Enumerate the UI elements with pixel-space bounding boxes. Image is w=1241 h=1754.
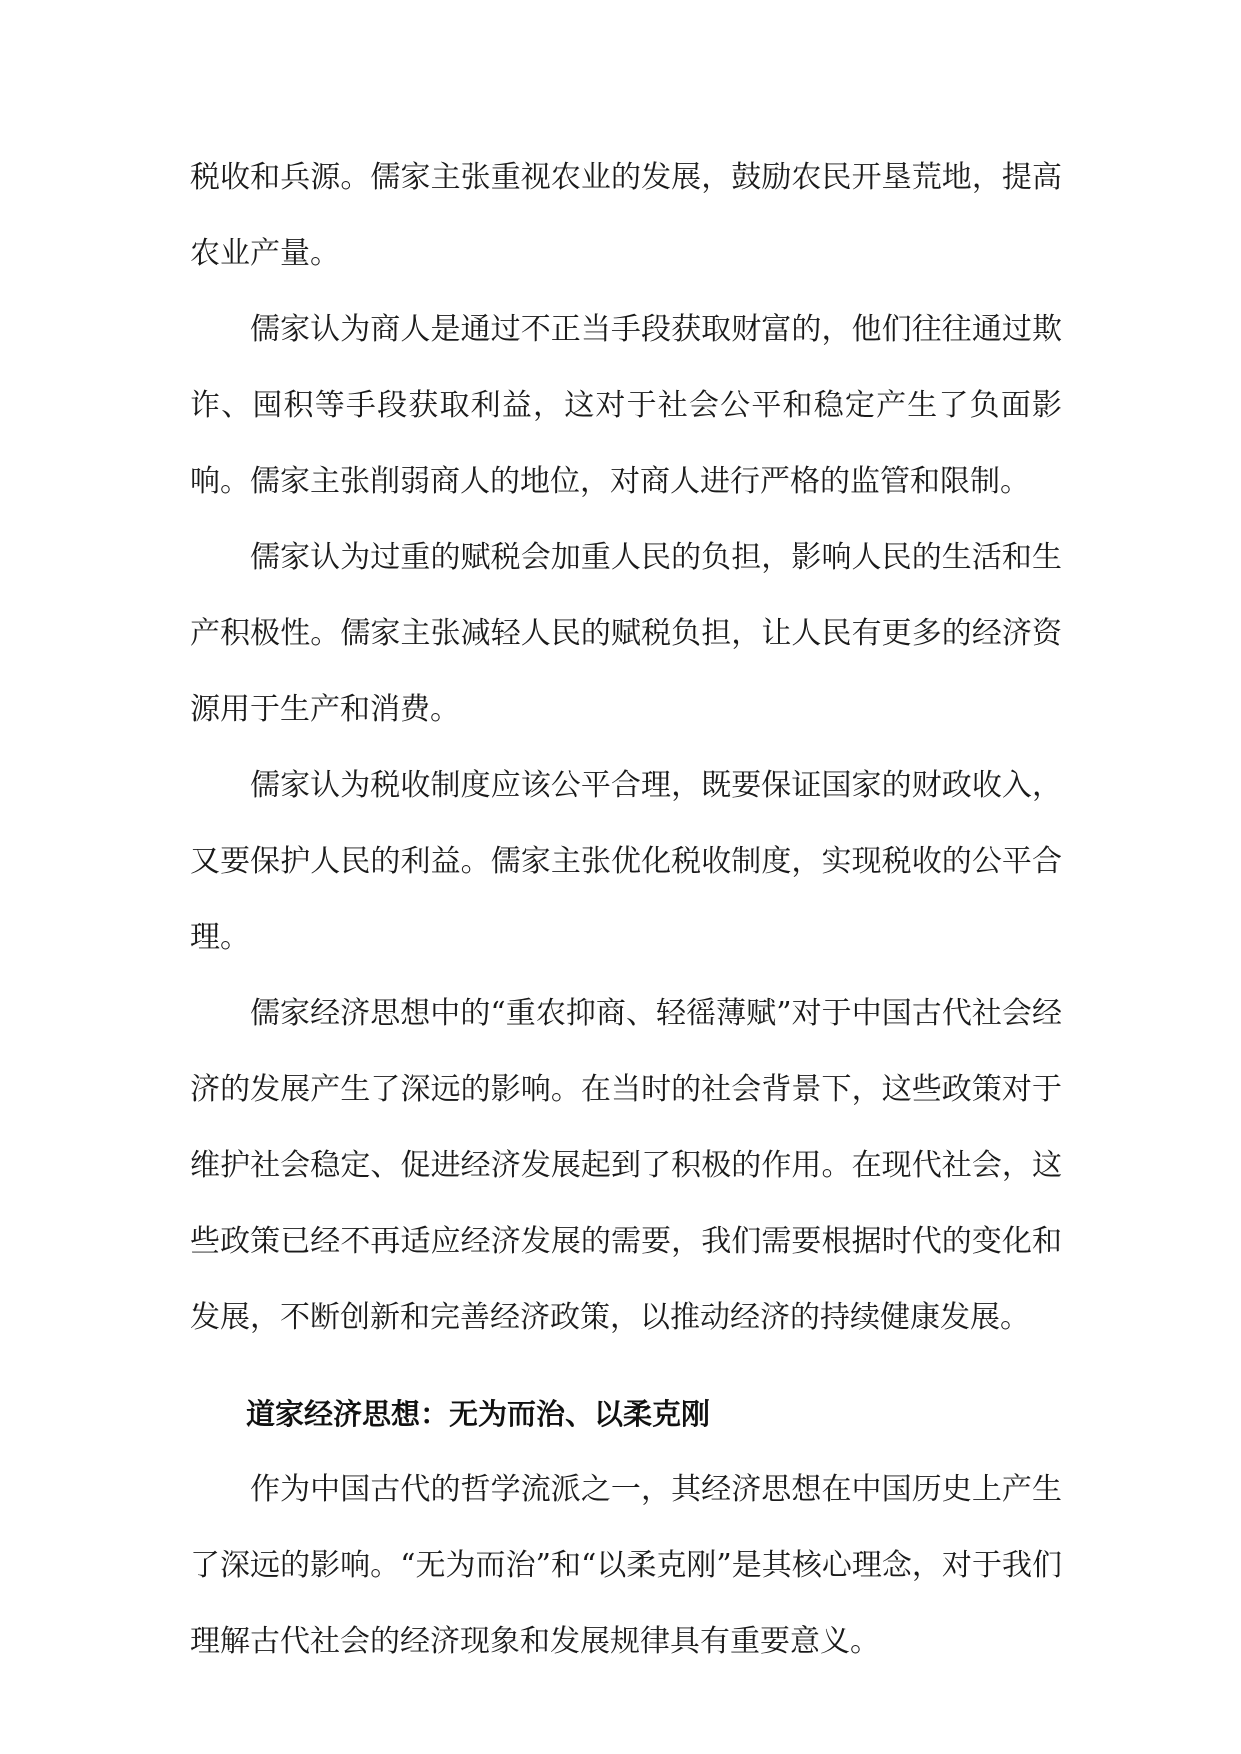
paragraph-influence: 儒家经济思想中的“重农抑商、轻徭薄赋”对于中国古代社会经济的发展产生了深远的影响。在当时的社会背景下，这些政策对于维护社会稳定、促进经济发展起到了积极的作用。在现代社会，这些政策已经不再适应经济发展的需要，我们需要根据时代的变化和发展，不断创新和完善经济政策，以推动经济的持续健康发展。 [190, 996, 1062, 1335]
section-heading: 道家经济思想：无为而治、以柔克刚 [246, 1397, 711, 1431]
paragraph-merchants: 儒家认为商人是通过不正当手段获取财富的，他们往往通过欺诈、囤积等手段获取利益，这对于社会公平和稳定产生了负面影响。儒家主张削弱商人的地位，对商人进行严格的监管和限制。 [190, 312, 1062, 499]
paragraph-taxes-burden: 儒家认为过重的赋税会加重人民的负担，影响人民的生活和生产积极性。儒家主张减轻人民的赋税负担，让人民有更多的经济资源用于生产和消费。 [190, 540, 1062, 727]
document-body [190, 140, 1062, 1680]
paragraph-daoist-intro: 作为中国古代的哲学流派之一，其经济思想在中国历史上产生了深远的影响。“无为而治”和“以柔克刚”是其核心理念，对于我们理解古代社会的经济现象和发展规律具有重要意义。 [190, 1472, 1062, 1659]
paragraph-tax-system: 儒家认为税收制度应该公平合理，既要保证国家的财政收入，又要保护人民的利益。儒家主张优化税收制度，实现税收的公平合理。 [190, 768, 1062, 955]
paragraph-continued: 税收和兵源。儒家主张重视农业的发展，鼓励农民开垦荒地，提高农业产量。 [190, 160, 1062, 271]
